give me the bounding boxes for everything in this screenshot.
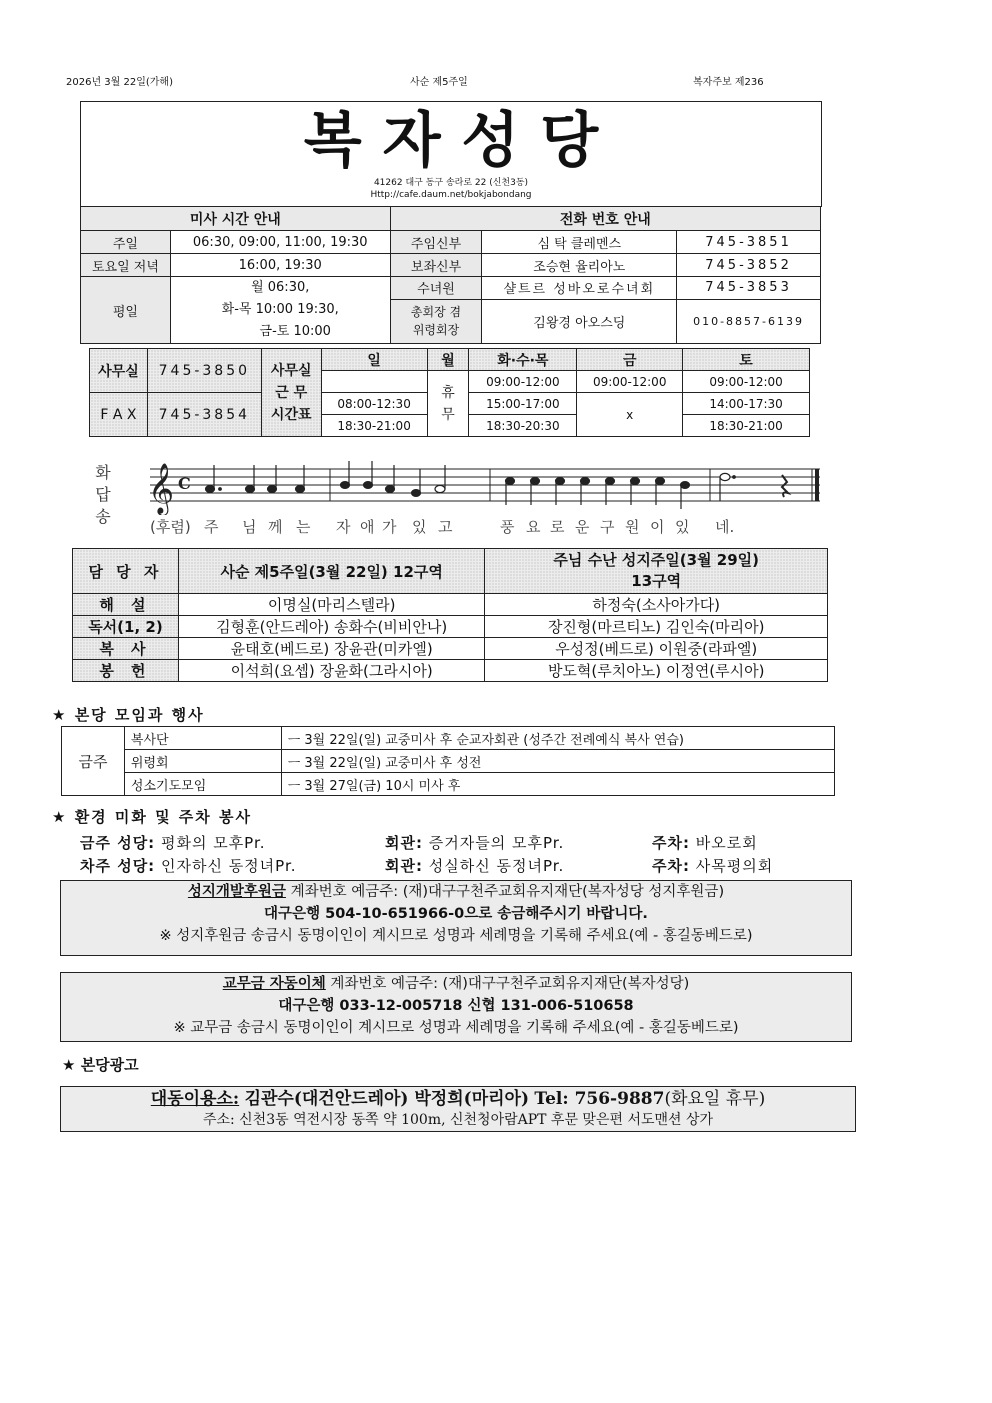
mass-label: 주일	[81, 231, 171, 254]
cleaning-hall: 성실하신 동정녀Pr.	[428, 857, 565, 875]
phone-heading: 전화 번호 안내	[390, 207, 820, 231]
fri-hours: x	[577, 393, 683, 437]
lyric: 가	[382, 518, 397, 536]
cleaning-label: 금주 성당:	[80, 834, 156, 852]
tue-thu-hours: 18:30-20:30	[469, 415, 577, 437]
hall-label: 회관:	[385, 834, 423, 852]
lyric: 자	[336, 518, 351, 536]
star-icon: ★	[52, 706, 68, 724]
lyric: 있	[675, 518, 690, 536]
phone-role: 보좌신부	[390, 254, 482, 277]
lyric: 님	[242, 518, 257, 536]
donation-account: 계좌번호 예금주: (재)대구구천주교회유지재단(복자성당 성지후원금)	[290, 884, 725, 900]
cleaning-hall: 증거자들의 모후Pr.	[428, 834, 565, 852]
phone-name: 조승현 율리아노	[482, 254, 677, 277]
lyric: 풍	[500, 518, 515, 536]
lyric: 께	[268, 518, 283, 536]
day-header: 월	[427, 349, 469, 371]
ads-heading-text: 본당광고	[80, 1056, 139, 1074]
sat-hours: 14:00-17:30	[683, 393, 810, 415]
donation-box-holy-site	[60, 880, 852, 956]
duty-week2	[485, 549, 828, 594]
parking-label: 주차:	[652, 834, 690, 852]
star-icon: ★	[62, 1056, 76, 1074]
title-box	[80, 101, 822, 207]
cleaning-label: 차주 성당:	[80, 857, 156, 875]
sun-empty	[321, 371, 427, 393]
weekday-line: 금-토 10:00	[259, 324, 331, 339]
mass-label: 평일	[81, 277, 171, 344]
cleaning-heading-text: 환경 미화 및 주차 봉사	[74, 808, 252, 826]
cleaning-church: 인자하신 동정녀Pr.	[160, 857, 297, 875]
hymn-lyrics	[150, 516, 750, 536]
weekday-line: 월 06:30,	[251, 280, 310, 295]
week2-line: 주님 수난 성지주일(3월 29일)	[553, 551, 760, 569]
ad-closed: (화요일 휴무)	[664, 1089, 766, 1109]
mass-weekday-times	[170, 277, 390, 344]
star-icon: ★	[52, 808, 68, 826]
cleaning-rows	[80, 832, 840, 880]
tue-thu-hours: 15:00-17:00	[469, 393, 577, 415]
ad-names: 김관수(대건안드레아) 박정희(마리아)	[244, 1089, 529, 1109]
sun-hours: 08:00-12:30	[321, 393, 427, 415]
donation-note: ※ 성지후원금 송금시 동명이인이 계시므로 성명과 세례명을 기록해 주세요(예 - 홍길동베드로)	[159, 928, 753, 944]
day-header: 금	[577, 349, 683, 371]
day-header: 토	[683, 349, 810, 371]
mass-times: 16:00, 19:30	[170, 254, 390, 277]
duty-role: 독서(1, 2)	[73, 616, 179, 638]
mon-closed	[427, 371, 469, 437]
day-header: 화·수·목	[469, 349, 577, 371]
phone-role: 수녀원	[390, 277, 482, 300]
lyric: 있	[412, 518, 427, 536]
donation-box-tithe	[60, 972, 852, 1042]
parking-label: 주차:	[652, 857, 690, 875]
phone-number: 745-3852	[677, 254, 821, 277]
office-number: 745-3850	[147, 349, 261, 393]
duty-col-header: 담 당 자	[73, 549, 179, 594]
office-hours-table	[89, 348, 810, 437]
hours-label-line: 근 무	[275, 384, 308, 401]
church-url: Http://cafe.daum.net/bokjabondang	[370, 190, 532, 200]
phone-number: 745-3851	[677, 231, 821, 254]
lyric: 는	[296, 518, 311, 536]
event-desc: ㅡ 3월 22일(일) 교중미사 후 성전	[281, 750, 834, 773]
duty-table	[72, 548, 828, 682]
duty-person: 이명실(마리스텔라)	[178, 594, 485, 616]
phone-name: 김왕경 아오스딩	[482, 299, 677, 343]
event-desc: ㅡ 3월 22일(일) 교중미사 후 순교자회관 (성주간 전례예식 복사 연습)	[281, 727, 834, 750]
mon-closed-line: 무	[441, 406, 455, 423]
mon-closed-line: 휴	[441, 384, 455, 401]
fax-number: 745-3854	[147, 393, 261, 437]
duty-person: 김형훈(안드레아) 송화수(비비안나)	[178, 616, 485, 638]
fax-label: F A X	[90, 393, 148, 437]
ad-box	[60, 1086, 856, 1132]
donation-account: 계좌번호 예금주: (재)대구구천주교회유지재단(복자성당)	[330, 976, 690, 992]
mass-label: 토요일 저녁	[81, 254, 171, 277]
lyric: 고	[438, 518, 453, 536]
events-table	[61, 726, 835, 796]
church-name: 복 자 성 당	[303, 106, 599, 176]
event-group: 위령회	[124, 750, 281, 773]
duty-person: 하정숙(소사아가다)	[485, 594, 828, 616]
ads-heading	[62, 1054, 139, 1075]
duty-person: 이석희(요셉) 장윤화(그라시아)	[178, 660, 485, 682]
hall-label: 회관:	[385, 857, 423, 875]
duty-person: 윤태호(베드로) 장윤관(미카엘)	[178, 638, 485, 660]
event-desc: ㅡ 3월 27일(금) 10시 미사 후	[281, 773, 834, 796]
mass-phone-table	[80, 206, 821, 344]
phone-role	[390, 299, 482, 343]
lyric: 주	[204, 518, 219, 536]
header-season: 사순 제5주일	[410, 77, 468, 88]
lyric: 이	[650, 518, 665, 536]
church-address: 41262 대구 동구 송라로 22 (신천3동)	[373, 178, 529, 188]
donation-bank: 대구은행 033-12-005718 신협 131-006-510658	[278, 998, 634, 1014]
header-date: 2026년 3월 22일(가해)	[66, 77, 173, 88]
duty-role: 봉 헌	[73, 660, 179, 682]
fri-hours: 09:00-12:00	[577, 371, 683, 393]
ad-title: 대동이용소:	[150, 1089, 240, 1109]
lyric: 요	[526, 518, 541, 536]
tue-thu-hours: 09:00-12:00	[469, 371, 577, 393]
duty-week1: 사순 제5주일(3월 22일) 12구역	[178, 549, 485, 594]
phone-number: 010-8857-6139	[677, 299, 821, 343]
sat-hours: 18:30-21:00	[683, 415, 810, 437]
header-issue: 복자주보 제236	[693, 77, 764, 88]
lyric: (후렴)	[150, 518, 191, 536]
donation-note: ※ 교무금 송금시 동명이인이 계시므로 성명과 세례명을 기록해 주세요(예 - 홍길동베드로)	[173, 1020, 739, 1036]
donation-bank: 대구은행 504-10-651966-0으로 송금해주시기 바랍니다.	[264, 906, 648, 922]
cleaning-parking: 바오로회	[695, 834, 758, 852]
lyric: 애	[360, 518, 375, 536]
donation-title: 성지개발후원금	[187, 884, 286, 900]
office-label: 사무실	[90, 349, 148, 393]
lyric: 원	[625, 518, 640, 536]
cleaning-church: 평화의 모후Pr.	[160, 834, 266, 852]
sat-hours: 09:00-12:00	[683, 371, 810, 393]
phone-name: 심 탁 클레멘스	[482, 231, 677, 254]
cleaning-heading	[52, 806, 252, 827]
duty-person: 방도혁(루치아노) 이정연(루시아)	[485, 660, 828, 682]
events-heading	[52, 704, 205, 725]
treble-clef-icon: 𝄞	[148, 463, 175, 514]
mass-heading: 미사 시간 안내	[81, 207, 391, 231]
phone-name: 샬트르 성바오로수녀회	[482, 277, 677, 300]
weekday-line: 화-목 10:00 19:30,	[221, 302, 339, 317]
role-line: 위령회장	[412, 323, 460, 338]
duty-person: 우성정(베드로) 이원중(라파엘)	[485, 638, 828, 660]
events-heading-text: 본당 모임과 행사	[74, 706, 205, 724]
lyric: 로	[550, 518, 565, 536]
svg-text:C: C	[178, 474, 191, 493]
duty-role: 해 설	[73, 594, 179, 616]
event-group: 복사단	[124, 727, 281, 750]
week2-line: 13구역	[631, 572, 682, 590]
lyric: 네.	[715, 518, 735, 536]
event-group: 성소기도모임	[124, 773, 281, 796]
lyric: 운	[575, 518, 590, 536]
duty-person: 장진형(마르티노) 김인숙(마리아)	[485, 616, 828, 638]
lyric: 구	[600, 518, 615, 536]
ad-tel: Tel: 756-9887	[534, 1089, 665, 1109]
day-header: 일	[321, 349, 427, 371]
ad-address: 주소: 신천3동 역전시장 동쪽 약 100m, 신천청아람APT 후문 맞은편 서도맨션 상가	[202, 1112, 714, 1128]
music-staff	[140, 455, 830, 515]
phone-role: 주임신부	[390, 231, 482, 254]
sun-hours: 18:30-21:00	[321, 415, 427, 437]
phone-number: 745-3853	[677, 277, 821, 300]
events-week-label: 금주	[62, 727, 125, 796]
mass-times: 06:30, 09:00, 11:00, 19:30	[170, 231, 390, 254]
donation-title: 교무금 자동이체	[222, 976, 326, 992]
hours-label-line: 시간표	[270, 406, 312, 423]
office-hours-label	[261, 349, 321, 437]
role-line: 총회장 겸	[410, 305, 462, 320]
hymn-label: 화 답 송	[95, 463, 111, 526]
cleaning-parking: 사목평의회	[695, 857, 774, 875]
hours-label-line: 사무실	[270, 362, 312, 379]
duty-role: 복 사	[73, 638, 179, 660]
